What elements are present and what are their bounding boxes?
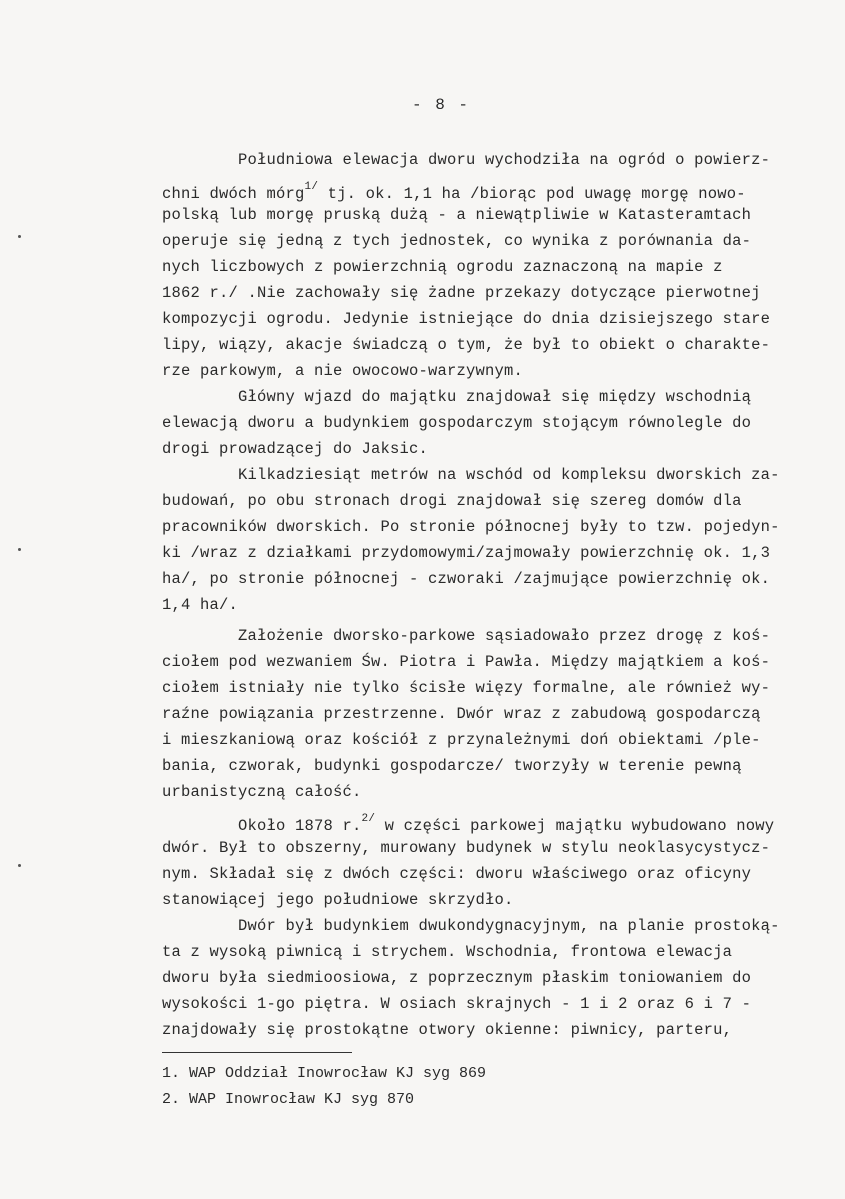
footnote-ref: 2/ [361, 813, 376, 825]
text-line: Główny wjazd do majątku znajdował się między wschodnią [238, 388, 752, 406]
text-line: nych liczbowych z powierzchnią ogrodu zaznaczoną na mapie z [162, 258, 723, 276]
text-line: ki /wraz z działkami przydomowymi/zajmowały powierzchnię ok. 1,3 [162, 544, 771, 562]
text-line: i mieszkaniową oraz kościół z przynależnymi doń obiektami /ple- [162, 731, 761, 749]
text-line: znajdowały się prostokątne otwory okienne: piwnicy, parteru, [162, 1021, 733, 1039]
text-fragment: chni dwóch mórg [162, 185, 305, 204]
text-fragment: w części parkowej majątku wybudowano nowy [375, 817, 775, 836]
text-line [162, 180, 746, 204]
text-line: 1862 r./ .Nie zachowały się żadne przekazy dotyczące pierwotnej [162, 284, 761, 302]
text-line: 1,4 ha/. [162, 596, 239, 614]
text-line: elewacją dworu a budynkiem gospodarczym stojącym równolegle do [162, 414, 752, 432]
text-line: Kilkadziesiąt metrów na wschód od kompleksu dworskich za- [238, 466, 780, 484]
text-fragment: tj. ok. 1,1 ha /biorąc pod uwagę morgę nowo- [318, 185, 746, 204]
margin-dot [18, 548, 21, 551]
text-line: operuje się jedną z tych jednostek, co wynika z porównania da- [162, 232, 752, 250]
margin-dot [18, 235, 21, 238]
text-line: polską lub morgę pruską dużą - a niewątpliwie w Katasteramtach [162, 206, 752, 224]
footnote: 1. WAP Oddział Inowrocław KJ syg 869 [162, 1065, 487, 1082]
text-line: bania, czworak, budynki gospodarcze/ tworzyły w terenie pewną [162, 757, 742, 775]
text-line: Dwór był budynkiem dwukondygnacyjnym, na planie prostoką- [238, 917, 780, 935]
text-line: Południowa elewacja dworu wychodziła na ogród o powierz- [238, 151, 771, 169]
text-fragment: Około 1878 r. [238, 817, 362, 836]
text-line: kompozycji ogrodu. Jedynie istniejące do dnia dzisiejszego stare [162, 310, 771, 328]
text-line: pracowników dworskich. Po stronie północnej były to tzw. pojedyn- [162, 518, 780, 536]
footnote: 2. WAP Inowrocław KJ syg 870 [162, 1091, 415, 1108]
text-line: lipy, wiązy, akacje świadczą o tym, że był to obiekt o charakte- [162, 336, 771, 354]
text-line: dwór. Był to obszerny, murowany budynek w stylu neoklasycystycz- [162, 839, 771, 857]
text-line: nym. Składał się z dwóch części: dworu właściwego oraz oficyny [162, 865, 752, 883]
text-line: raźne powiązania przestrzenne. Dwór wraz z zabudową gospodarczą [162, 705, 761, 723]
text-line: ciołem pod wezwaniem Św. Piotra i Pawła. Między majątkiem a koś- [162, 653, 771, 671]
text-line: ta z wysoką piwnicą i strychem. Wschodnia, frontowa elewacja [162, 943, 733, 961]
text-line: stanowiącej jego południowe skrzydło. [162, 891, 514, 909]
text-line: ciołem istniały nie tylko ścisłe więzy formalne, ale również wy- [162, 679, 771, 697]
text-line: wysokości 1-go piętra. W osiach skrajnych - 1 i 2 oraz 6 i 7 - [162, 995, 752, 1013]
margin-dot [18, 864, 21, 867]
page-number: - 8 - [412, 96, 471, 114]
text-line [238, 812, 774, 836]
footnote-divider [162, 1052, 352, 1053]
text-line: drogi prowadzącej do Jaksic. [162, 440, 429, 458]
text-line: urbanistyczną całość. [162, 783, 362, 801]
text-line: ha/, po stronie północnej - czworaki /zajmujące powierzchnię ok. [162, 570, 771, 588]
text-line: rze parkowym, a nie owocowo-warzywnym. [162, 362, 524, 380]
text-line: Założenie dworsko-parkowe sąsiadowało przez drogę z koś- [238, 627, 771, 645]
text-line: budowań, po obu stronach drogi znajdował się szereg domów dla [162, 492, 742, 510]
text-line: dworu była siedmioosiowa, z poprzecznym płaskim toniowaniem do [162, 969, 752, 987]
footnote-ref: 1/ [304, 181, 319, 193]
